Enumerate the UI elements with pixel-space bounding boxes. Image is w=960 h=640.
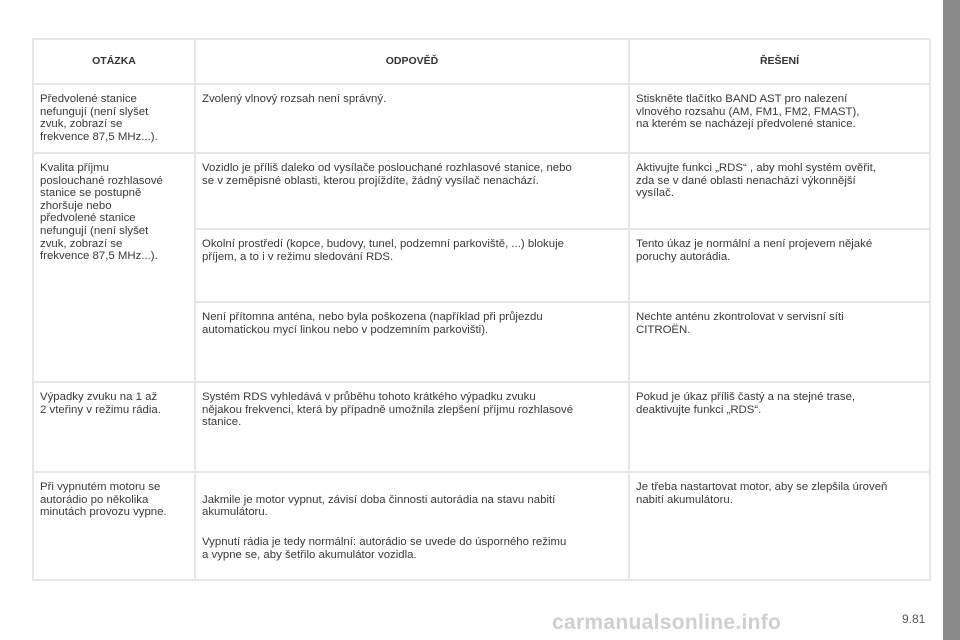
watermark: carmanualsonline.info bbox=[552, 611, 782, 634]
solution-cell: Pokud je úkaz příliš častý a na stejné trase, deaktivujte funkci „RDS“. bbox=[629, 382, 930, 472]
table-header-row bbox=[33, 39, 930, 84]
table-row bbox=[33, 153, 930, 229]
answer-cell: Není přítomna anténa, nebo byla poškozena (například při průjezdu automatickou mycí linkou nebo v podzemním parkovišti). bbox=[195, 302, 629, 382]
header-answer: ODPOVĚĎ bbox=[195, 39, 629, 84]
table-row bbox=[33, 382, 930, 472]
solution-cell: Aktivujte funkci „RDS“ , aby mohl systém ověřit, zda se v dané oblasti nenachází výkonnější vysílač. bbox=[629, 153, 930, 229]
header-solution: ŘEŠENÍ bbox=[629, 39, 930, 84]
header-question: OTÁZKA bbox=[33, 39, 195, 84]
solution-cell: Tento úkaz je normální a není projevem nějaké poruchy autorádia. bbox=[629, 229, 930, 302]
answer-cell: Systém RDS vyhledává v průběhu tohoto krátkého výpadku zvuku nějakou frekvenci, která by případně umožnila zlepšení příjmu rozhlasové stanice. bbox=[195, 382, 629, 472]
answer-cell: Vozidlo je příliš daleko od vysílače poslouchané rozhlasové stanice, nebo se v zeměpisné oblasti, kterou projíždíte, žádný vysílač nenachází. bbox=[195, 153, 629, 229]
answer-cell: Zvolený vlnový rozsah není správný. bbox=[195, 84, 629, 153]
answer-cell bbox=[195, 472, 629, 580]
answer-paragraph: Jakmile je motor vypnut, závisí doba činnosti autorádia na stavu nabití akumulátoru. bbox=[202, 493, 556, 519]
page-edge-bar bbox=[943, 0, 960, 640]
question-cell: Při vypnutém motoru se autorádio po několika minutách provozu vypne. bbox=[33, 472, 195, 580]
solution-cell: Nechte anténu zkontrolovat v servisní síti CITROËN. bbox=[629, 302, 930, 382]
solution-cell: Stiskněte tlačítko BAND AST pro nalezení vlnového rozsahu (AM, FM1, FM2, FMAST), na kterém se nacházejí předvolené stanice. bbox=[629, 84, 930, 153]
question-cell: Kvalita příjmu poslouchané rozhlasové stanice se postupně zhoršuje nebo předvolené stanice nefungují (není slyšet zvuk, zobrazí se frekvence 87,5 MHz...). bbox=[33, 153, 195, 382]
table-row bbox=[33, 472, 930, 580]
troubleshooting-table bbox=[32, 38, 931, 581]
question-cell: Výpadky zvuku na 1 až 2 vteřiny v režimu rádia. bbox=[33, 382, 195, 472]
answer-paragraph: Vypnutí rádia je tedy normální: autorádio se uvede do úsporného režimu a vypne se, aby šetřilo akumulátor vozidla. bbox=[202, 536, 567, 561]
page-number: 9.81 bbox=[902, 612, 926, 626]
table-row bbox=[33, 84, 930, 153]
solution-cell: Je třeba nastartovat motor, aby se zlepšila úroveň nabití akumulátoru. bbox=[629, 472, 930, 580]
answer-cell: Okolní prostředí (kopce, budovy, tunel, podzemní parkoviště, ...) blokuje příjem, a to i v režimu sledování RDS. bbox=[195, 229, 629, 302]
question-cell: Předvolené stanice nefungují (není slyšet zvuk, zobrazí se frekvence 87,5 MHz...). bbox=[33, 84, 195, 153]
